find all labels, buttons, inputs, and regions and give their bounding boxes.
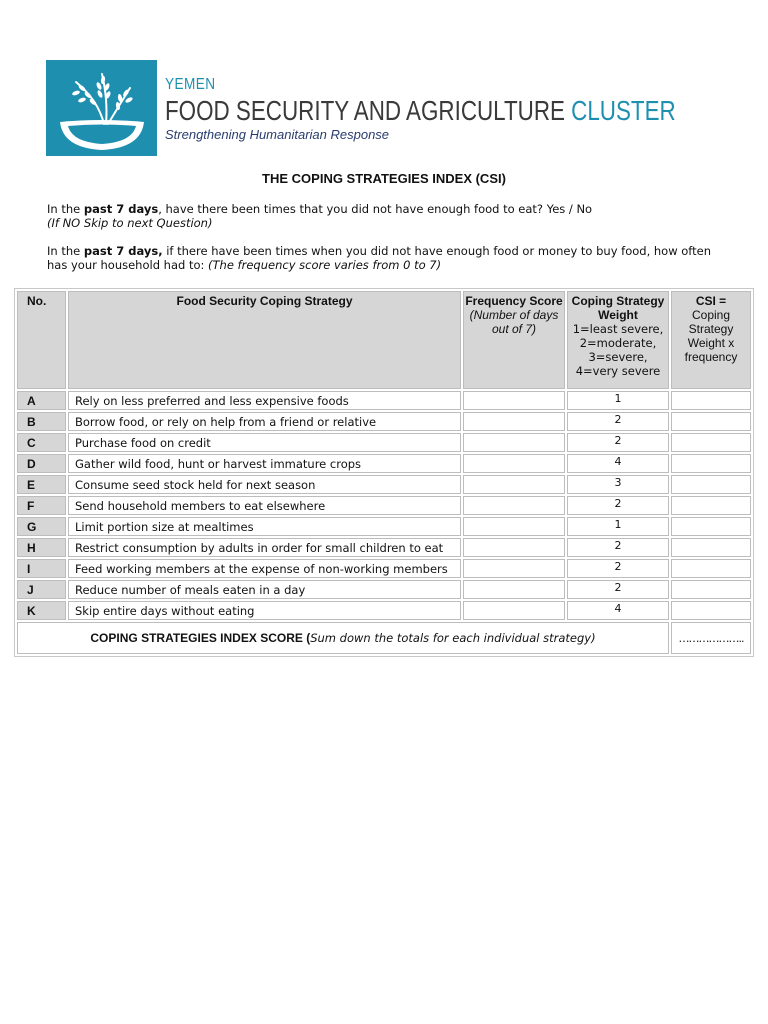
csi-field[interactable] (671, 580, 751, 599)
frequency-score-field[interactable] (463, 412, 565, 431)
csi-field[interactable] (671, 433, 751, 452)
table-row (17, 601, 751, 620)
header-csi-sub: Coping Strategy Weight x frequency (684, 308, 738, 364)
row-strategy: Limit portion size at mealtimes (68, 517, 461, 536)
row-no: I (17, 559, 66, 578)
row-strategy: Purchase food on credit (68, 433, 461, 452)
row-no: E (17, 475, 66, 494)
row-weight: 2 (567, 433, 669, 452)
total-label (17, 622, 669, 654)
row-strategy: Restrict consumption by adults in order for small children to eat (68, 538, 461, 557)
cluster-logo-text (165, 76, 768, 143)
table-row (17, 496, 751, 515)
csi-table (14, 288, 754, 657)
header-csi-title: CSI = (695, 294, 727, 308)
q2-suffix: if there have been times when you did not have enough food or money to buy food, how often (162, 244, 712, 258)
q2-line2: has your household had to: (47, 258, 209, 272)
row-strategy: Reduce number of meals eaten in a day (68, 580, 461, 599)
row-strategy: Send household members to eat elsewhere (68, 496, 461, 515)
csi-field[interactable] (671, 601, 751, 620)
table-header-row (17, 291, 751, 389)
frequency-score-field[interactable] (463, 454, 565, 473)
wheat-bowl-icon (46, 60, 157, 156)
row-weight: 1 (567, 517, 669, 536)
total-score-field[interactable]: ……………….. (671, 622, 751, 654)
q2-bold: past 7 days, (83, 244, 163, 258)
frequency-score-field[interactable] (463, 538, 565, 557)
logo-country: YEMEN (165, 76, 216, 93)
frequency-score-field[interactable] (463, 475, 565, 494)
q2-prefix: In the (47, 244, 84, 258)
csi-field[interactable] (671, 559, 751, 578)
csi-field[interactable] (671, 475, 751, 494)
csi-field[interactable] (671, 496, 751, 515)
csi-field[interactable] (671, 538, 751, 557)
header-no: No. (17, 291, 66, 389)
table-row (17, 454, 751, 473)
document-title: THE COPING STRATEGIES INDEX (CSI) (262, 171, 506, 186)
table-row (17, 580, 751, 599)
header-frequency-sub: (Number of days out of 7) (469, 308, 559, 336)
row-weight: 4 (567, 601, 669, 620)
csi-field[interactable] (671, 391, 751, 410)
q2-line2-italic: (The frequency score varies from 0 to 7) (208, 258, 442, 272)
table-row (17, 559, 751, 578)
row-no: C (17, 433, 66, 452)
row-strategy: Skip entire days without eating (68, 601, 461, 620)
table-row (17, 538, 751, 557)
row-no: K (17, 601, 66, 620)
q1-bold: past 7 days (83, 202, 159, 216)
cluster-logo-emblem (46, 60, 157, 156)
row-strategy: Consume seed stock held for next season (68, 475, 461, 494)
q1-note: (If NO Skip to next Question) (47, 216, 213, 230)
total-row (17, 622, 751, 654)
total-label-bold: COPING STRATEGIES INDEX SCORE ( (90, 631, 311, 645)
table-row (17, 517, 751, 536)
header-frequency-title: Frequency Score (465, 294, 563, 308)
row-weight: 4 (567, 454, 669, 473)
q1-suffix: , have there been times that you did not have enough food to eat? Yes / No (158, 202, 593, 216)
csi-field[interactable] (671, 412, 751, 431)
logo-tagline: Strengthening Humanitarian Response (165, 127, 390, 142)
table-body (17, 391, 751, 620)
row-strategy: Feed working members at the expense of non-working members (68, 559, 461, 578)
table-row (17, 433, 751, 452)
row-weight: 1 (567, 391, 669, 410)
total-label-italic: Sum down the totals for each individual strategy) (310, 631, 596, 645)
row-weight: 2 (567, 559, 669, 578)
question-2 (47, 244, 711, 272)
logo-title-accent: CLUSTER (571, 95, 676, 126)
frequency-score-field[interactable] (463, 391, 565, 410)
row-no: D (17, 454, 66, 473)
header-strategy: Food Security Coping Strategy (68, 291, 461, 389)
frequency-score-field[interactable] (463, 601, 565, 620)
header-weight-title: Coping Strategy Weight (571, 294, 665, 322)
q1-prefix: In the (47, 202, 84, 216)
row-weight: 2 (567, 580, 669, 599)
table-row (17, 475, 751, 494)
table-row (17, 412, 751, 431)
row-no: B (17, 412, 66, 431)
row-weight: 3 (567, 475, 669, 494)
csi-field[interactable] (671, 454, 751, 473)
row-strategy: Rely on less preferred and less expensive foods (68, 391, 461, 410)
logo-title (165, 95, 676, 127)
row-no: F (17, 496, 66, 515)
frequency-score-field[interactable] (463, 559, 565, 578)
header-frequency (463, 291, 565, 389)
csi-field[interactable] (671, 517, 751, 536)
header-weight-sub: 1=least severe, 2=moderate, 3=severe, 4=very severe (572, 322, 664, 378)
question-1 (47, 202, 592, 230)
row-no: A (17, 391, 66, 410)
frequency-score-field[interactable] (463, 517, 565, 536)
frequency-score-field[interactable] (463, 580, 565, 599)
table-row (17, 391, 751, 410)
row-weight: 2 (567, 538, 669, 557)
row-strategy: Gather wild food, hunt or harvest immature crops (68, 454, 461, 473)
row-no: J (17, 580, 66, 599)
header-weight (567, 291, 669, 389)
logo-title-main: FOOD SECURITY AND AGRICULTURE (165, 95, 572, 126)
frequency-score-field[interactable] (463, 433, 565, 452)
frequency-score-field[interactable] (463, 496, 565, 515)
row-weight: 2 (567, 496, 669, 515)
header-csi (671, 291, 751, 389)
row-no: H (17, 538, 66, 557)
row-strategy: Borrow food, or rely on help from a friend or relative (68, 412, 461, 431)
row-weight: 2 (567, 412, 669, 431)
row-no: G (17, 517, 66, 536)
